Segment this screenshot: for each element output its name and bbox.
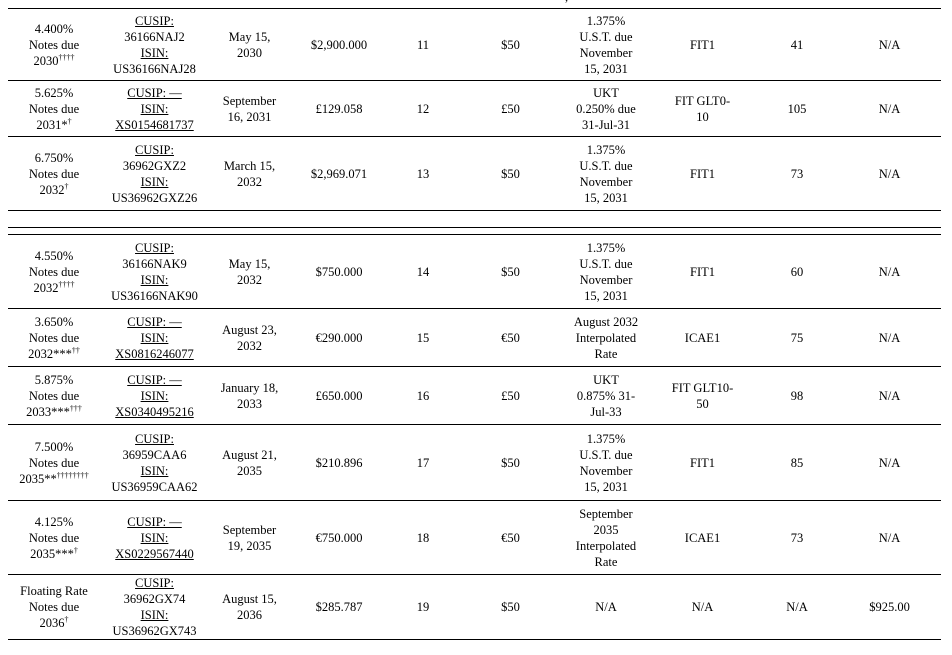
note-title-line <box>11 53 97 69</box>
notes-table-group-2 <box>8 234 941 640</box>
notes-table-body-2 <box>8 235 941 640</box>
cusip-label: CUSIP: — <box>127 514 182 529</box>
reference-security-line: U.S.T. due <box>579 29 633 44</box>
fixed-price-cell: N/A <box>838 501 941 575</box>
reference-security-line: 0.875% 31- <box>576 388 636 403</box>
isin-value: US36166NAK90 <box>111 288 198 303</box>
note-title-text: Notes due <box>28 530 80 545</box>
note-title-text: Notes due <box>28 455 80 470</box>
note-title-line <box>11 455 97 471</box>
bloomberg-page-line: 50 <box>696 396 709 411</box>
reference-security-line: 31-Jul-31 <box>582 117 630 132</box>
isin-label: ISIN: <box>140 463 169 478</box>
note-title-line <box>11 101 97 117</box>
note-title-cell <box>8 309 100 367</box>
note-title-line <box>11 150 97 166</box>
acceptance-priority-cell: 15 <box>388 309 458 367</box>
fixed-price-cell: N/A <box>838 9 941 81</box>
note-title-text: Notes due <box>28 330 80 345</box>
fixed-price-cell: $925.00 <box>838 575 941 640</box>
cusip-isin-cell <box>100 235 209 309</box>
maturity-date-line: May 15, <box>228 29 271 44</box>
cusip-isin-cell <box>100 137 209 211</box>
maturity-date-line: 2032 <box>237 272 262 287</box>
bloomberg-page-cell <box>649 9 756 81</box>
note-title-text: 2032 <box>33 280 59 295</box>
note-title-text: 5.625% <box>34 85 74 100</box>
footnote-dagger: † <box>64 181 69 191</box>
reference-security-line: U.S.T. due <box>579 447 633 462</box>
table-row <box>8 501 941 575</box>
fixed-price-cell: N/A <box>838 425 941 501</box>
maturity-date-cell <box>209 501 290 575</box>
principal-amount-cell: $2,969.071 <box>290 137 388 211</box>
note-title-text: 6.750% <box>34 150 74 165</box>
maturity-date-line: 2036 <box>237 608 262 622</box>
reference-security-line: 15, 2031 <box>584 190 628 205</box>
reference-security-line: Interpolated <box>575 538 637 553</box>
note-title-line <box>11 21 97 37</box>
reference-security-line: 1.375% <box>586 13 626 28</box>
cusip-isin-cell <box>100 81 209 137</box>
table-row <box>8 137 941 211</box>
reference-security-line: 1.375% <box>586 142 626 157</box>
isin-label: ISIN: <box>140 272 169 287</box>
fixed-spread-cell: 105 <box>756 81 838 137</box>
maturity-date-cell <box>209 575 290 640</box>
note-title-line <box>11 346 97 362</box>
reference-security-line: September <box>579 506 633 521</box>
note-title-text: 2032 <box>39 182 65 197</box>
fixed-spread-cell: N/A <box>756 575 838 640</box>
cusip-isin-cell <box>100 309 209 367</box>
bloomberg-page-cell <box>649 501 756 575</box>
reference-security-cell <box>563 137 649 211</box>
cusip-isin-cell <box>100 9 209 81</box>
note-title-text: 2030 <box>33 53 59 68</box>
reference-security-line: U.S.T. due <box>579 158 633 173</box>
table-row <box>8 235 941 309</box>
cusip-label: CUSIP: <box>135 13 174 28</box>
reference-security-line: U.S.T. due <box>579 256 633 271</box>
cusip-isin-cell <box>100 425 209 501</box>
bloomberg-page-line: ICAE1 <box>684 330 721 345</box>
reference-security-line: November <box>579 45 633 60</box>
note-title-line <box>11 264 97 280</box>
principal-amount-cell: £129.058 <box>290 81 388 137</box>
principal-amount-cell: €750.000 <box>290 501 388 575</box>
note-title-line <box>11 599 97 615</box>
principal-amount-cell: $2,900.000 <box>290 9 388 81</box>
early-tender-premium-cell: $50 <box>458 137 563 211</box>
isin-label: ISIN: <box>140 388 169 403</box>
note-title-text: 7.500% <box>34 439 74 454</box>
bloomberg-page-line: FIT1 <box>690 37 715 52</box>
bloomberg-page-line: N/A <box>691 600 714 614</box>
footnote-dagger: †††† <box>58 52 75 62</box>
note-title-text: 4.550% <box>34 248 74 263</box>
footnote-dagger: † <box>67 116 72 126</box>
note-title-cell <box>8 137 100 211</box>
table-row <box>8 309 941 367</box>
note-title-text: Notes due <box>28 600 80 614</box>
cusip-isin-cell <box>100 575 209 640</box>
note-title-line <box>11 314 97 330</box>
cusip-label: CUSIP: — <box>127 372 182 387</box>
isin-value: US36166NAJ28 <box>113 61 196 76</box>
bloomberg-page-cell <box>649 137 756 211</box>
reference-security-line: 15, 2031 <box>584 479 628 494</box>
note-title-text: 2031* <box>36 117 68 132</box>
note-title-text: 2035** <box>19 471 57 486</box>
bloomberg-page-line: FIT GLT10- <box>671 380 734 395</box>
isin-label: ISIN: <box>140 530 169 545</box>
reference-security-line: UKT <box>593 372 619 387</box>
note-title-text: 2032*** <box>28 346 72 361</box>
table-row <box>8 425 941 501</box>
page-top-mark <box>0 0 952 2</box>
maturity-date-cell <box>209 367 290 425</box>
acceptance-priority-cell: 18 <box>388 501 458 575</box>
acceptance-priority-cell: 14 <box>388 235 458 309</box>
maturity-date-line: 19, 2035 <box>227 538 272 553</box>
note-title-cell <box>8 575 100 640</box>
reference-security-line: UKT <box>593 85 619 100</box>
note-title-line <box>11 182 97 198</box>
maturity-date-line: 16, 2031 <box>227 109 272 124</box>
note-title-text: 2035*** <box>30 546 74 561</box>
table-row <box>8 81 941 137</box>
note-title-text: Notes due <box>28 388 80 403</box>
reference-security-line: November <box>579 174 633 189</box>
isin-value: US36962GXZ26 <box>111 190 198 205</box>
fixed-spread-cell: 75 <box>756 309 838 367</box>
maturity-date-line: 2033 <box>237 396 262 411</box>
early-tender-premium-cell: $50 <box>458 235 563 309</box>
acceptance-priority-cell: 12 <box>388 81 458 137</box>
note-title-line <box>11 439 97 455</box>
early-tender-premium-cell: $50 <box>458 575 563 640</box>
bloomberg-page-cell <box>649 575 756 640</box>
fixed-spread-cell: 60 <box>756 235 838 309</box>
fixed-spread-cell: 41 <box>756 9 838 81</box>
note-title-cell <box>8 9 100 81</box>
isin-label: ISIN: <box>140 608 169 622</box>
footnote-dagger: †††††††† <box>56 470 89 480</box>
reference-security-line: 1.375% <box>586 240 626 255</box>
note-title-cell <box>8 501 100 575</box>
footnote-dagger: ††† <box>69 403 82 413</box>
principal-amount-cell: $285.787 <box>290 575 388 640</box>
note-title-line <box>11 280 97 296</box>
isin-value: XS0154681737 <box>115 117 194 132</box>
note-title-line <box>11 117 97 133</box>
footnote-dagger: †† <box>71 345 80 355</box>
principal-amount-cell: $750.000 <box>290 235 388 309</box>
isin-value: XS0229567440 <box>115 546 194 561</box>
maturity-date-cell <box>209 81 290 137</box>
maturity-date-line: January 18, <box>220 380 279 395</box>
acceptance-priority-cell: 17 <box>388 425 458 501</box>
table-row <box>8 9 941 81</box>
note-title-text: 2036 <box>39 616 65 630</box>
maturity-date-line: August 15, <box>222 592 277 606</box>
bloomberg-page-line: FIT1 <box>690 264 715 279</box>
maturity-date-line: August 21, <box>222 447 277 462</box>
note-title-line <box>11 166 97 182</box>
table-row <box>8 367 941 425</box>
note-title-text: 5.875% <box>34 372 74 387</box>
footnote-dagger: †††† <box>58 279 75 289</box>
reference-security-line: Rate <box>594 554 618 569</box>
maturity-date-cell <box>209 137 290 211</box>
fixed-spread-cell: 73 <box>756 137 838 211</box>
notes-table-group-1 <box>8 8 941 211</box>
note-title-text: 4.400% <box>34 21 74 36</box>
note-title-line <box>11 372 97 388</box>
maturity-date-line: August 23, <box>222 322 277 337</box>
reference-security-cell <box>563 235 649 309</box>
reference-security-cell <box>563 367 649 425</box>
fixed-price-cell: N/A <box>838 137 941 211</box>
note-title-cell <box>8 367 100 425</box>
cusip-value: 36166NAJ2 <box>124 29 185 44</box>
top-mark-text <box>565 0 568 5</box>
cusip-label: CUSIP: — <box>127 85 182 100</box>
bloomberg-page-cell <box>649 235 756 309</box>
bloomberg-page-cell <box>649 367 756 425</box>
acceptance-priority-cell: 19 <box>388 575 458 640</box>
cusip-label: CUSIP: <box>135 576 174 590</box>
cusip-value: 36962GX74 <box>123 592 186 606</box>
reference-security-line: November <box>579 272 633 287</box>
bloomberg-page-line: FIT GLT0- <box>674 93 731 108</box>
principal-amount-cell: €290.000 <box>290 309 388 367</box>
reference-security-line: 1.375% <box>586 431 626 446</box>
reference-security-cell <box>563 9 649 81</box>
bloomberg-page-line: FIT1 <box>690 166 715 181</box>
isin-label: ISIN: <box>140 174 169 189</box>
maturity-date-line: September <box>222 93 277 108</box>
maturity-date-cell <box>209 425 290 501</box>
bloomberg-page-line: ICAE1 <box>684 530 721 545</box>
cusip-label: CUSIP: <box>135 142 174 157</box>
note-title-line <box>11 388 97 404</box>
note-title-text: Notes due <box>28 37 80 52</box>
cusip-label: CUSIP: <box>135 240 174 255</box>
note-title-line <box>11 546 97 562</box>
note-title-line <box>11 404 97 420</box>
reference-security-line: 2035 <box>593 522 619 537</box>
note-title-text: Floating Rate <box>20 584 88 598</box>
cusip-value: 36166NAK9 <box>122 256 187 271</box>
early-tender-premium-cell: $50 <box>458 425 563 501</box>
note-title-text: Notes due <box>28 101 80 116</box>
reference-security-line: November <box>579 463 633 478</box>
fixed-spread-cell: 85 <box>756 425 838 501</box>
note-title-line <box>11 330 97 346</box>
maturity-date-line: 2035 <box>237 463 262 478</box>
bloomberg-page-line: FIT1 <box>690 455 715 470</box>
reference-security-line: Rate <box>594 346 618 361</box>
principal-amount-cell: $210.896 <box>290 425 388 501</box>
note-title-text: 4.125% <box>34 514 74 529</box>
cusip-label: CUSIP: — <box>127 314 182 329</box>
note-title-text: Notes due <box>28 264 80 279</box>
reference-security-cell <box>563 575 649 640</box>
reference-security-line: Jul-33 <box>590 404 622 419</box>
maturity-date-cell <box>209 309 290 367</box>
note-title-text: 3.650% <box>34 314 74 329</box>
acceptance-priority-cell: 13 <box>388 137 458 211</box>
maturity-date-line: September <box>222 522 277 537</box>
early-tender-premium-cell: $50 <box>458 9 563 81</box>
acceptance-priority-cell: 11 <box>388 9 458 81</box>
isin-value: US36962GX743 <box>112 624 197 638</box>
note-title-text: Notes due <box>28 166 80 181</box>
maturity-date-line: May 15, <box>228 256 271 271</box>
note-title-line <box>11 514 97 530</box>
reference-security-cell <box>563 501 649 575</box>
notes-table-body-1 <box>8 9 941 211</box>
fixed-price-cell: N/A <box>838 367 941 425</box>
bloomberg-page-line: 10 <box>696 109 709 124</box>
note-title-line <box>11 583 97 599</box>
fixed-price-cell: N/A <box>838 235 941 309</box>
isin-label: ISIN: <box>140 330 169 345</box>
fixed-spread-cell: 98 <box>756 367 838 425</box>
reference-security-line: 15, 2031 <box>584 61 628 76</box>
note-title-cell <box>8 235 100 309</box>
footnote-dagger: † <box>64 614 69 624</box>
note-title-line <box>11 471 97 487</box>
reference-security-line: Interpolated <box>575 330 637 345</box>
reference-security-cell <box>563 81 649 137</box>
note-title-text: 2033*** <box>26 404 70 419</box>
cusip-isin-cell <box>100 501 209 575</box>
note-title-line <box>11 530 97 546</box>
footnote-dagger: † <box>73 545 78 555</box>
maturity-date-line: March 15, <box>223 158 276 173</box>
principal-amount-cell: £650.000 <box>290 367 388 425</box>
reference-security-cell <box>563 425 649 501</box>
reference-security-line: N/A <box>595 600 617 614</box>
note-title-cell <box>8 425 100 501</box>
fixed-spread-cell: 73 <box>756 501 838 575</box>
isin-value: US36959CAA62 <box>111 479 198 494</box>
cusip-value: 36962GXZ2 <box>122 158 187 173</box>
bloomberg-page-cell <box>649 425 756 501</box>
cusip-isin-cell <box>100 367 209 425</box>
maturity-date-line: 2032 <box>237 174 262 189</box>
bloomberg-page-cell <box>649 309 756 367</box>
maturity-date-cell <box>209 235 290 309</box>
isin-label: ISIN: <box>140 45 169 60</box>
fixed-price-cell: N/A <box>838 309 941 367</box>
isin-value: XS0816246077 <box>115 346 194 361</box>
maturity-date-cell <box>209 9 290 81</box>
cusip-label: CUSIP: <box>135 431 174 446</box>
reference-security-cell <box>563 309 649 367</box>
reference-security-line: August 2032 <box>573 314 639 329</box>
fixed-price-cell: N/A <box>838 81 941 137</box>
table-row <box>8 575 941 640</box>
early-tender-premium-cell: £50 <box>458 367 563 425</box>
reference-security-line: 15, 2031 <box>584 288 628 303</box>
note-title-line <box>11 37 97 53</box>
early-tender-premium-cell: €50 <box>458 309 563 367</box>
maturity-date-line: 2030 <box>237 45 262 60</box>
reference-security-line: 0.250% due <box>576 101 636 116</box>
bloomberg-page-cell <box>649 81 756 137</box>
cusip-value: 36959CAA6 <box>122 447 187 462</box>
early-tender-premium-cell: €50 <box>458 501 563 575</box>
isin-label: ISIN: <box>140 101 169 116</box>
note-title-line <box>11 615 97 631</box>
note-title-line <box>11 85 97 101</box>
early-tender-premium-cell: £50 <box>458 81 563 137</box>
maturity-date-line: 2032 <box>237 338 262 353</box>
note-title-line <box>11 248 97 264</box>
acceptance-priority-cell: 16 <box>388 367 458 425</box>
section-divider <box>8 227 941 228</box>
note-title-cell <box>8 81 100 137</box>
isin-value: XS0340495216 <box>115 404 194 419</box>
